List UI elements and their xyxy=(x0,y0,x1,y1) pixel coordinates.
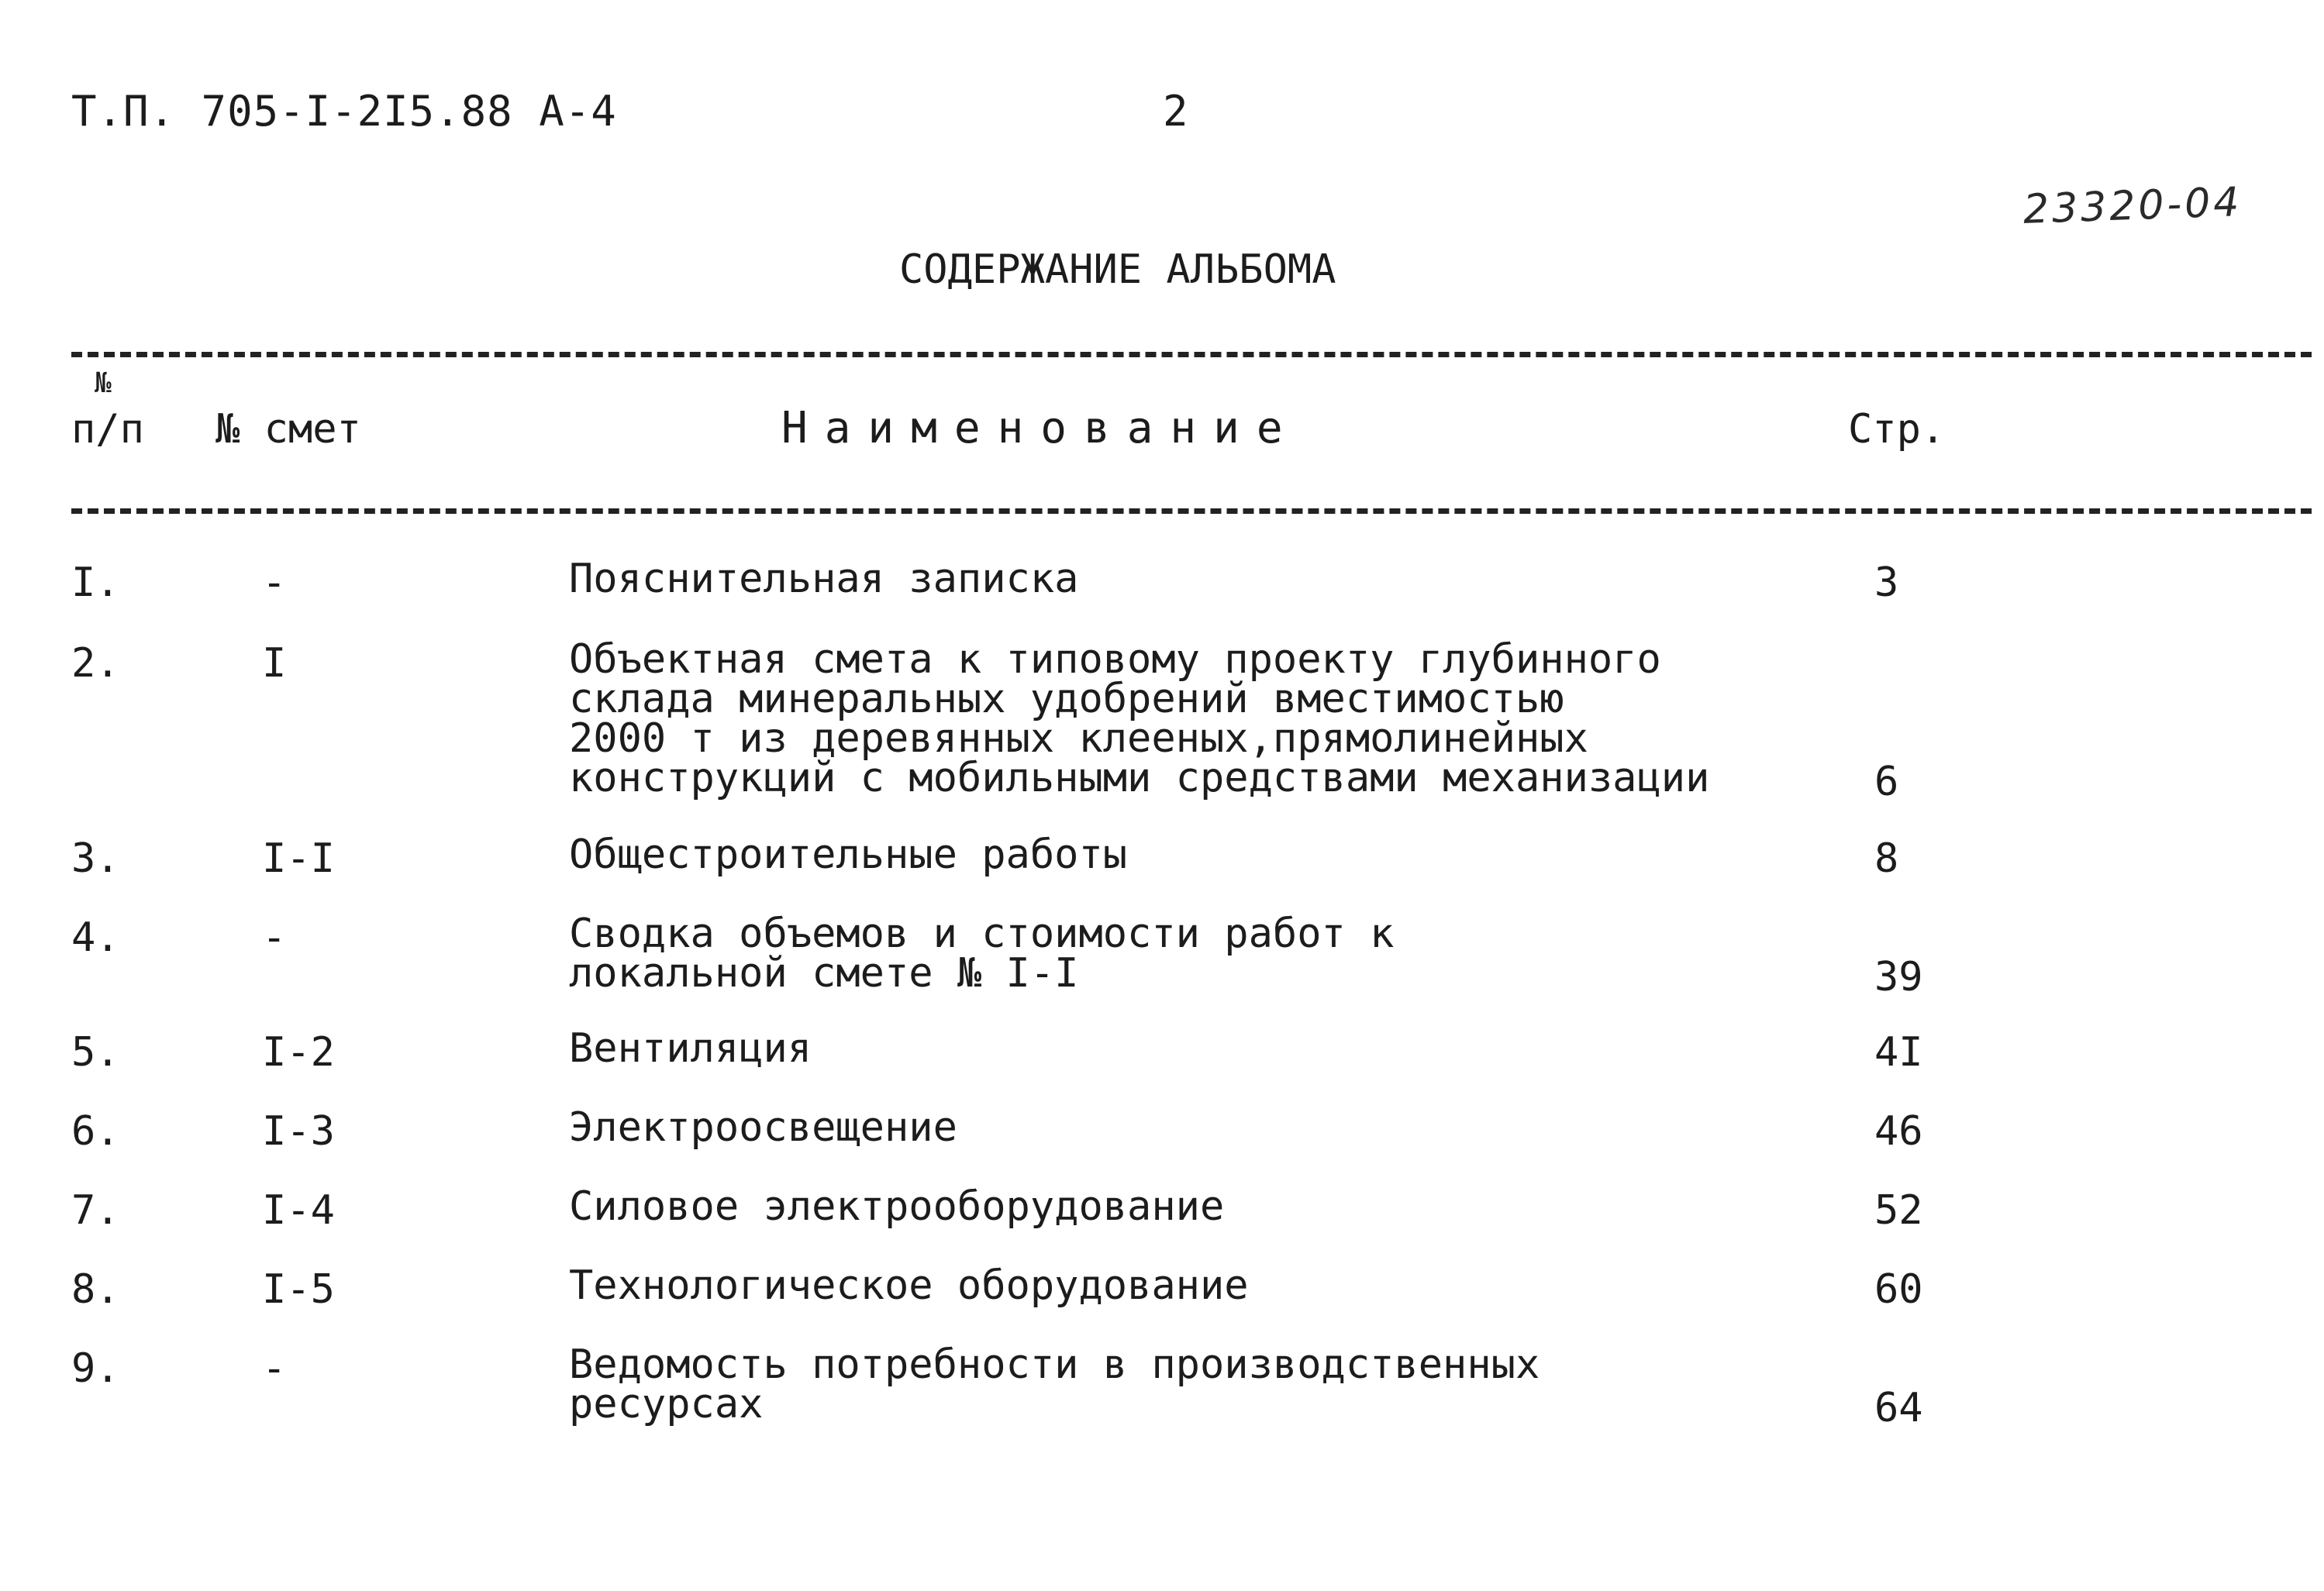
row-name-line: локальной смете № I-I xyxy=(569,950,1079,997)
col-header-estimate: № смет xyxy=(216,406,361,453)
row-estimate: I xyxy=(262,640,287,687)
row-name-line: конструкций с мобильными средствами механизации xyxy=(569,755,1710,801)
row-number: 4. xyxy=(71,914,120,961)
row-name xyxy=(569,1183,1225,1230)
row-name xyxy=(569,1262,1249,1309)
row-name-line: 2000 т из деревянных клееных,прямолинейных xyxy=(569,715,1588,762)
col-header-num-sign: № xyxy=(95,367,112,399)
sheet-number: 2 xyxy=(1163,87,1189,136)
row-number: I. xyxy=(71,560,120,606)
col-header-page: Стр. xyxy=(1848,406,1946,453)
row-estimate: I-3 xyxy=(262,1108,335,1155)
row-page: 4I xyxy=(1874,1029,1923,1076)
col-header-num: п/п xyxy=(71,406,144,453)
row-name-line: ресурсах xyxy=(569,1381,764,1427)
col-header-name: Наименование xyxy=(781,403,1300,453)
row-number: 7. xyxy=(71,1187,120,1234)
row-name-line: склада минеральных удобрений вместимостью xyxy=(569,676,1564,722)
row-number: 6. xyxy=(71,1108,120,1155)
row-page: 6 xyxy=(1874,759,1899,805)
row-page: 52 xyxy=(1874,1187,1923,1234)
row-page: 46 xyxy=(1874,1108,1923,1155)
row-estimate: I-4 xyxy=(262,1187,335,1234)
document-code: Т.П. 705-I-2I5.88 А-4 xyxy=(71,87,617,136)
row-estimate: I-2 xyxy=(262,1029,335,1076)
row-name-line: Пояснительная записка xyxy=(569,556,1079,602)
row-name xyxy=(569,832,1128,878)
row-name-line: Силовое электрооборудование xyxy=(569,1183,1225,1230)
row-name xyxy=(569,911,1395,997)
dashed-rule-top xyxy=(71,352,2312,357)
row-page: 3 xyxy=(1874,560,1899,606)
row-estimate: I-5 xyxy=(262,1266,335,1313)
row-estimate: - xyxy=(262,1345,287,1392)
row-number: 2. xyxy=(71,640,120,687)
row-estimate: - xyxy=(262,914,287,961)
row-page: 39 xyxy=(1874,954,1923,1000)
row-name-line: Общестроительные работы xyxy=(569,832,1128,878)
row-page: 60 xyxy=(1874,1266,1923,1313)
row-estimate: I-I xyxy=(262,835,335,882)
row-number: 8. xyxy=(71,1266,120,1313)
row-number: 5. xyxy=(71,1029,120,1076)
row-number: 3. xyxy=(71,835,120,882)
row-name-line: Ведомость потребности в производственных xyxy=(569,1341,1540,1388)
row-number: 9. xyxy=(71,1345,120,1392)
album-title: СОДЕРЖАНИЕ АЛЬБОМА xyxy=(899,246,1336,293)
archive-number-handwritten: 23320-04 xyxy=(2022,179,2243,233)
dashed-rule-header xyxy=(71,508,2312,514)
row-name-line: Электроосвещение xyxy=(569,1104,957,1151)
row-name-line: Технологическое оборудование xyxy=(569,1262,1249,1309)
row-page: 64 xyxy=(1874,1385,1923,1431)
row-name-line: Вентиляция xyxy=(569,1025,812,1072)
row-name-line: Сводка объемов и стоимости работ к xyxy=(569,911,1395,957)
row-estimate: - xyxy=(262,560,287,606)
row-name xyxy=(569,1104,957,1151)
row-name-line: Объектная смета к типовому проекту глубинного xyxy=(569,636,1661,683)
row-name xyxy=(569,556,1079,602)
row-name xyxy=(569,1341,1540,1427)
row-page: 8 xyxy=(1874,835,1899,882)
row-name xyxy=(569,636,1710,801)
row-name xyxy=(569,1025,812,1072)
